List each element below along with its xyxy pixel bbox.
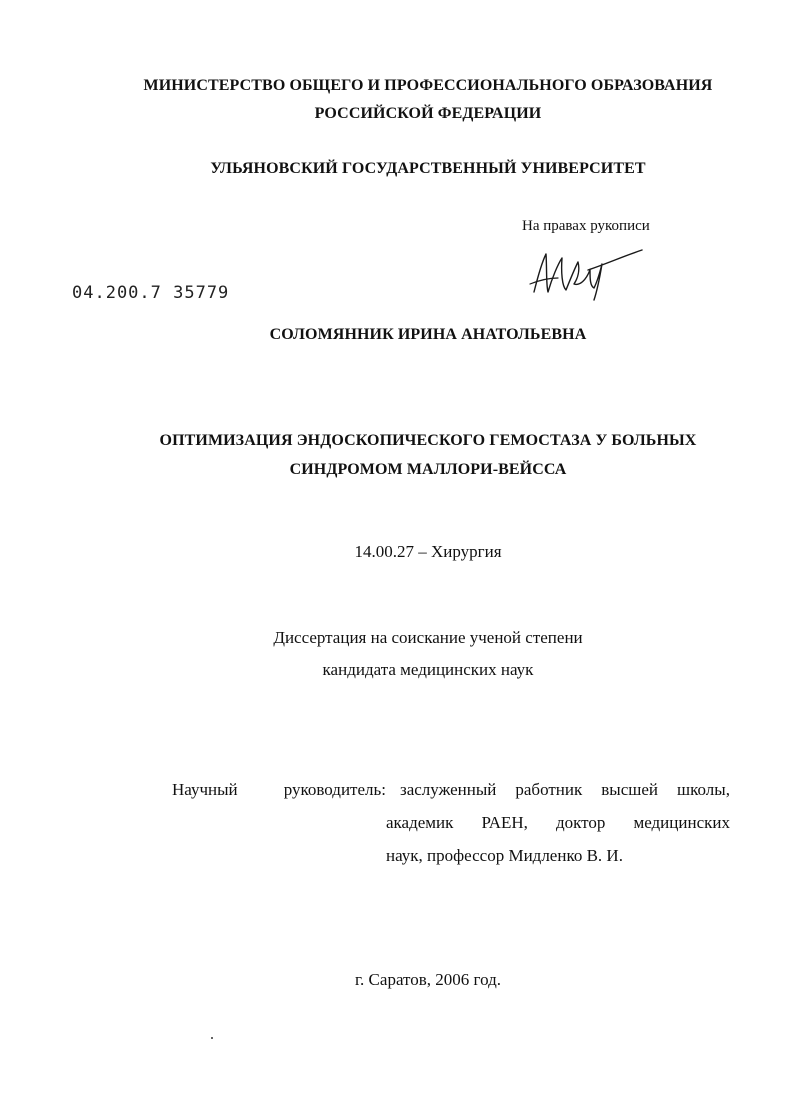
city-year: г. Саратов, 2006 год. bbox=[355, 970, 501, 989]
thesis-line-1: Диссертация на соискание ученой степени bbox=[273, 628, 583, 647]
supervisor-row-1 bbox=[172, 780, 730, 813]
university-name: УЛЬЯНОВСКИЙ ГОСУДАРСТВЕННЫЙ УНИВЕРСИТЕТ bbox=[210, 160, 646, 177]
handwritten-signature bbox=[528, 240, 646, 302]
rights-note: На правах рукописи bbox=[522, 218, 650, 234]
supervisor-word: медицинских bbox=[633, 813, 730, 832]
supervisor-label-word-1: Научный bbox=[172, 780, 238, 799]
supervisor-word: работник bbox=[515, 780, 583, 799]
supervisor-word: доктор bbox=[556, 813, 606, 832]
ministry-line-2: РОССИЙСКОЙ ФЕДЕРАЦИИ bbox=[314, 105, 542, 122]
author-name: СОЛОМЯННИК ИРИНА АНАТОЛЬЕВНА bbox=[269, 326, 587, 343]
supervisor-word: школы, bbox=[677, 780, 730, 799]
scan-speck bbox=[211, 1037, 213, 1039]
supervisor-row-3 bbox=[172, 846, 730, 879]
title-line-2: СИНДРОМОМ МАЛЛОРИ-ВЕЙССА bbox=[289, 461, 567, 478]
supervisor-label-word-2: руководитель: bbox=[283, 780, 386, 799]
supervisor-row-2 bbox=[172, 813, 730, 846]
supervisor-word: высшей bbox=[601, 780, 659, 799]
supervisor-line-2 bbox=[386, 813, 730, 833]
supervisor-block bbox=[172, 780, 730, 879]
supervisor-word: заслуженный bbox=[400, 780, 497, 799]
archive-stamp-number: 04.200.7 35779 bbox=[72, 283, 230, 303]
supervisor-label bbox=[172, 780, 386, 800]
specialty: 14.00.27 – Хирургия bbox=[354, 542, 502, 561]
title-line-1: ОПТИМИЗАЦИЯ ЭНДОСКОПИЧЕСКОГО ГЕМОСТАЗА У БОЛЬНЫХ bbox=[159, 432, 697, 449]
ministry-line-1: МИНИСТЕРСТВО ОБЩЕГО И ПРОФЕССИОНАЛЬНОГО ОБРАЗОВАНИЯ bbox=[143, 77, 713, 94]
thesis-line-2: кандидата медицинских наук bbox=[322, 660, 534, 679]
supervisor-word: академик bbox=[386, 813, 454, 832]
supervisor-line-1 bbox=[386, 780, 730, 800]
supervisor-line-3: наук, профессор Мидленко В. И. bbox=[386, 846, 623, 865]
supervisor-word: РАЕН, bbox=[481, 813, 528, 832]
